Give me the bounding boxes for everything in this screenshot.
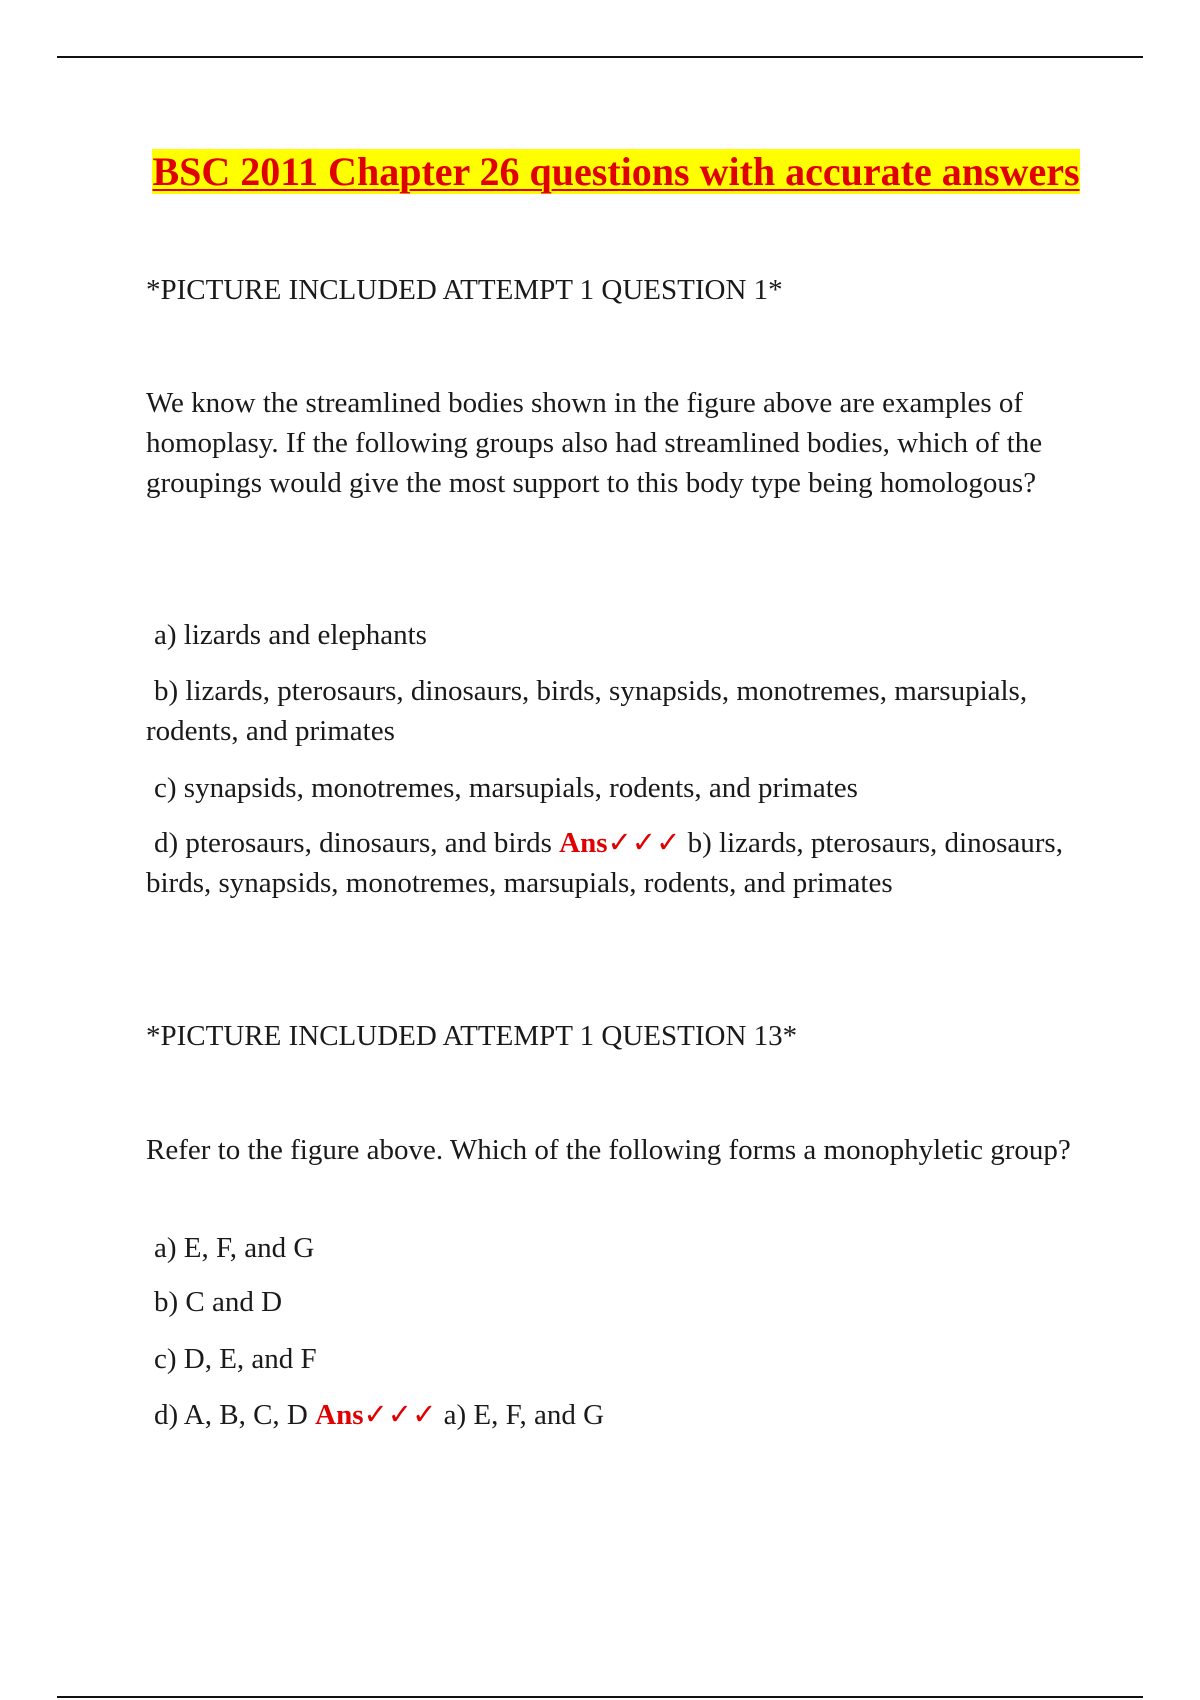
question-1-option-d: d) pterosaurs, dinosaurs, and birds [154, 827, 552, 859]
checkmark-icon: ✓✓✓ [607, 827, 681, 859]
question-1-prompt: We know the streamlined bodies shown in the figure above are examples of homoplasy. If the following groups also had streamlined bodies, which of the groupings would give the most support to this body type being homologous? [146, 387, 1043, 499]
top-rule [57, 56, 1143, 58]
question-13-option-c: c) D, E, and F [154, 1343, 317, 1375]
question-1-option-b: b) lizards, pterosaurs, dinosaurs, birds, synapsids, monotremes, marsupials, rodents, and primates [146, 675, 1028, 747]
question-1-answer: b) lizards, pterosaurs, dinosaurs, birds, synapsids, monotremes, marsupials, rodents, and primates [146, 827, 1063, 899]
question-13-prompt: Refer to the figure above. Which of the following forms a monophyletic group? [146, 1134, 1071, 1166]
checkmark-icon: ✓✓✓ [363, 1399, 437, 1431]
bottom-rule [57, 1696, 1143, 1698]
question-1-header: *PICTURE INCLUDED ATTEMPT 1 QUESTION 1* [146, 274, 783, 306]
question-13-option-d: d) A, B, C, D [154, 1399, 308, 1431]
question-13-option-b: b) C and D [154, 1286, 283, 1318]
question-1-option-d-with-answer [146, 823, 1096, 903]
document-title-block [146, 144, 1086, 200]
answer-label: Ans [559, 827, 608, 859]
question-13-answer: a) E, F, and G [443, 1399, 605, 1431]
question-13-header: *PICTURE INCLUDED ATTEMPT 1 QUESTION 13* [146, 1020, 798, 1052]
document-title: BSC 2011 Chapter 26 questions with accurate answers [152, 149, 1080, 194]
question-13-option-a: a) E, F, and G [154, 1232, 315, 1264]
question-13-option-d-with-answer [146, 1395, 1096, 1435]
answer-label: Ans [315, 1399, 364, 1431]
question-1-option-c: c) synapsids, monotremes, marsupials, rodents, and primates [154, 772, 858, 804]
question-1-option-a: a) lizards and elephants [154, 619, 427, 651]
